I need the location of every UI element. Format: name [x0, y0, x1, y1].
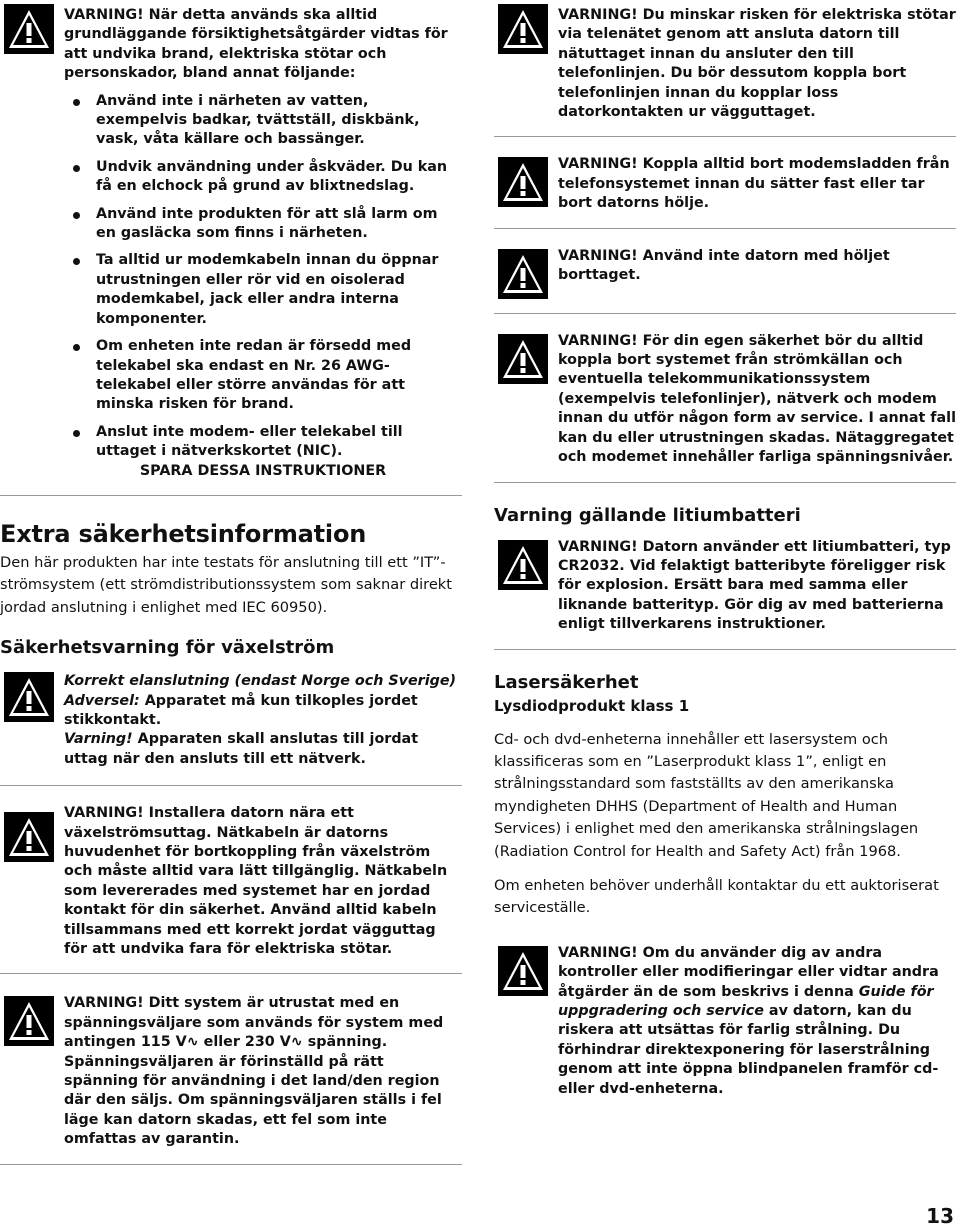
warning-text: VARNING! Koppla alltid bort modemsladden från telefonsystemet innan du sätter fast eller tar bort datorns hölje. [558, 156, 950, 212]
warning-triangle-icon [4, 672, 54, 722]
warning-text: VARNING! För din egen säkerhet bör du alltid koppla bort systemet från strömkällan och eventuella telekommunikationssystem (exempelvis telefonlinjer), nätverk och modem innan du utför någon form av service. I annat fall kan du eller utrustningen skadas. Nätaggregatet och modemet innehåller farliga spänningsnivåer. [558, 332, 956, 466]
page-number: 13 [926, 1204, 954, 1228]
warning-triangle-icon [498, 157, 548, 207]
list-item: Ta alltid ur modemkabeln innan du öppnar utrustningen eller rör vid en oisolerad modemkabel, jack eller andra interna komponenter. [64, 251, 462, 329]
warning-text: VARNING! Ditt system är utrustat med en spänningsväljare som används för system med antingen 115 V∿ eller 230 V∿ spänning. Spänningsväljaren är förinställd på rätt spänning för användning i det land/den region där den säljs. Om spänningsväljaren ställs i fel läge kan datorn skadas, ett fel som inte omfattas av garantin. [64, 995, 444, 1148]
warning-bullets [64, 92, 462, 462]
extra-heading: Extra säkerhetsinformation [0, 519, 367, 548]
warning-triangle-icon [498, 249, 548, 299]
norway-line1: Korrekt elanslutning (endast Norge och Sverige) [64, 673, 457, 690]
laser-text-1: Cd- och dvd-enheterna innehåller ett lasersystem och klassificeras som en ”Laserprodukt klass 1”, enligt en strålningsstandard som fastställts av den amerikanska myndigheten DHHS (Department of Health and Human Services) i enlighet med den amerikanska strålningslagen (Radiation Control for Health and Safety Act) från 1968. [494, 730, 919, 860]
warning-block [494, 155, 956, 228]
battery-heading: Varning gällande litiumbatteri [494, 504, 801, 526]
list-item: Undvik användning under åskväder. Du kan få en elchock på grund av blixtnedslag. [64, 158, 462, 197]
list-item: Anslut inte modem- eller telekabel till uttaget i nätverkskortet (NIC). [64, 423, 462, 462]
warning-text: VARNING! Du minskar risken för elektriska stötar via telenätet genom att ansluta datorn till nätuttaget innan du ansluter den till telefonlinjen. Du bör dessutom koppla bort telefonlinjen innan du kopplar loss datorkontakten ur vägguttaget. [558, 7, 956, 121]
varning-text: Apparaten skall anslutas till jordat uttag när den ansluts till ett nätverk. [64, 731, 419, 767]
warning-triangle-icon [4, 996, 54, 1046]
list-item: Använd inte i närheten av vatten, exempelvis badkar, tvättställ, diskbänk, vask, våta källare och bassänger. [64, 92, 462, 150]
warning-part-1: VARNING! Om du använder dig av andra kontroller eller modifieringar eller vidtar andra åtgärder än de som beskrivs i denna [558, 944, 939, 1000]
warning-block [0, 804, 462, 974]
list-item: Använd inte produkten för att slå larm om en gasläcka som finns i närheten. [64, 205, 462, 244]
norway-warning [0, 672, 462, 786]
warning-text: VARNING! Installera datorn nära ett växelströmsuttag. Nätkabeln är datorns huvudenhet för bortkoppling från växelström och måste alltid vara lätt tillgänglig. Nätkabeln som levererades med systemet har en jordad kontakt för din säkerhet. Använd alltid kabeln tillsammans med ett korrekt jordat vägguttag för att undvika fara för elektriska stötar. [64, 805, 448, 958]
laser-heading: Lasersäkerhet [494, 671, 639, 693]
right-column [494, 0, 956, 1113]
adverse-label: Adversel: [64, 692, 140, 709]
varning-label: Varning! [64, 731, 133, 748]
laser-subheading: Lysdiodprodukt klass 1 [494, 696, 690, 715]
laser-text-2: Om enheten behöver underhåll kontaktar du ett auktoriserat serviceställe. [494, 876, 939, 917]
warning-triangle-icon [498, 946, 548, 996]
warning-block [494, 538, 956, 650]
warning-block [0, 994, 462, 1164]
warning-triangle-icon [4, 812, 54, 862]
warning-block [0, 0, 462, 496]
ac-heading: Säkerhetsvarning för växelström [0, 637, 335, 659]
norway-adverse [64, 692, 462, 731]
norway-varning [64, 730, 462, 769]
norway-text [64, 672, 462, 769]
warning-block [494, 247, 956, 314]
guide-title: Guide för uppgradering och service [558, 983, 934, 1019]
warning-text [558, 944, 956, 1099]
adverse-text: Apparatet må kun tilkoples jordet stikkontakt. [64, 692, 418, 728]
warning-block [494, 332, 956, 483]
warning-block [494, 0, 956, 137]
left-column [0, 0, 462, 1165]
list-item: Om enheten inte redan är försedd med telekabel ska endast en Nr. 26 AWG-telekabel eller större användas för att minska risken för brand. [64, 337, 462, 415]
warning-intro: VARNING! När detta används ska alltid grundläggande försiktighetsåtgärder vidtas för att undvika brand, elektriska stötar och personskador, bland annat följande: [64, 7, 448, 82]
extra-text: Den här produkten har inte testats för anslutning till ett ”IT”-strömsystem (ett strömdistributionssystem som saknar direkt jordad anslutning i enlighet med IEC 60950). [0, 553, 452, 616]
warning-triangle-icon [498, 540, 548, 590]
warning-text: VARNING! Datorn använder ett litiumbatteri, typ CR2032. Vid felaktigt batteribyte föreligger risk för explosion. Ersätt bara med samma eller liknande batterityp. Gör dig av med batterierna enligt tillverkarens instruktioner. [558, 538, 951, 633]
warning-block [494, 944, 956, 1113]
warning-triangle-icon [4, 4, 54, 54]
warning-text [64, 6, 462, 481]
save-instructions: SPARA DESSA INSTRUKTIONER [139, 462, 387, 479]
warning-triangle-icon [498, 334, 548, 384]
warning-part-2: av datorn, kan du riskera att utsättas för farlig strålning. Du förhindrar direktexponering för laserstrålning genom att inte öppna blindpanelen framför cd-eller dvd-enheterna. [558, 1003, 939, 1097]
warning-text: VARNING! Använd inte datorn med höljet borttaget. [558, 247, 890, 284]
warning-triangle-icon [498, 4, 548, 54]
